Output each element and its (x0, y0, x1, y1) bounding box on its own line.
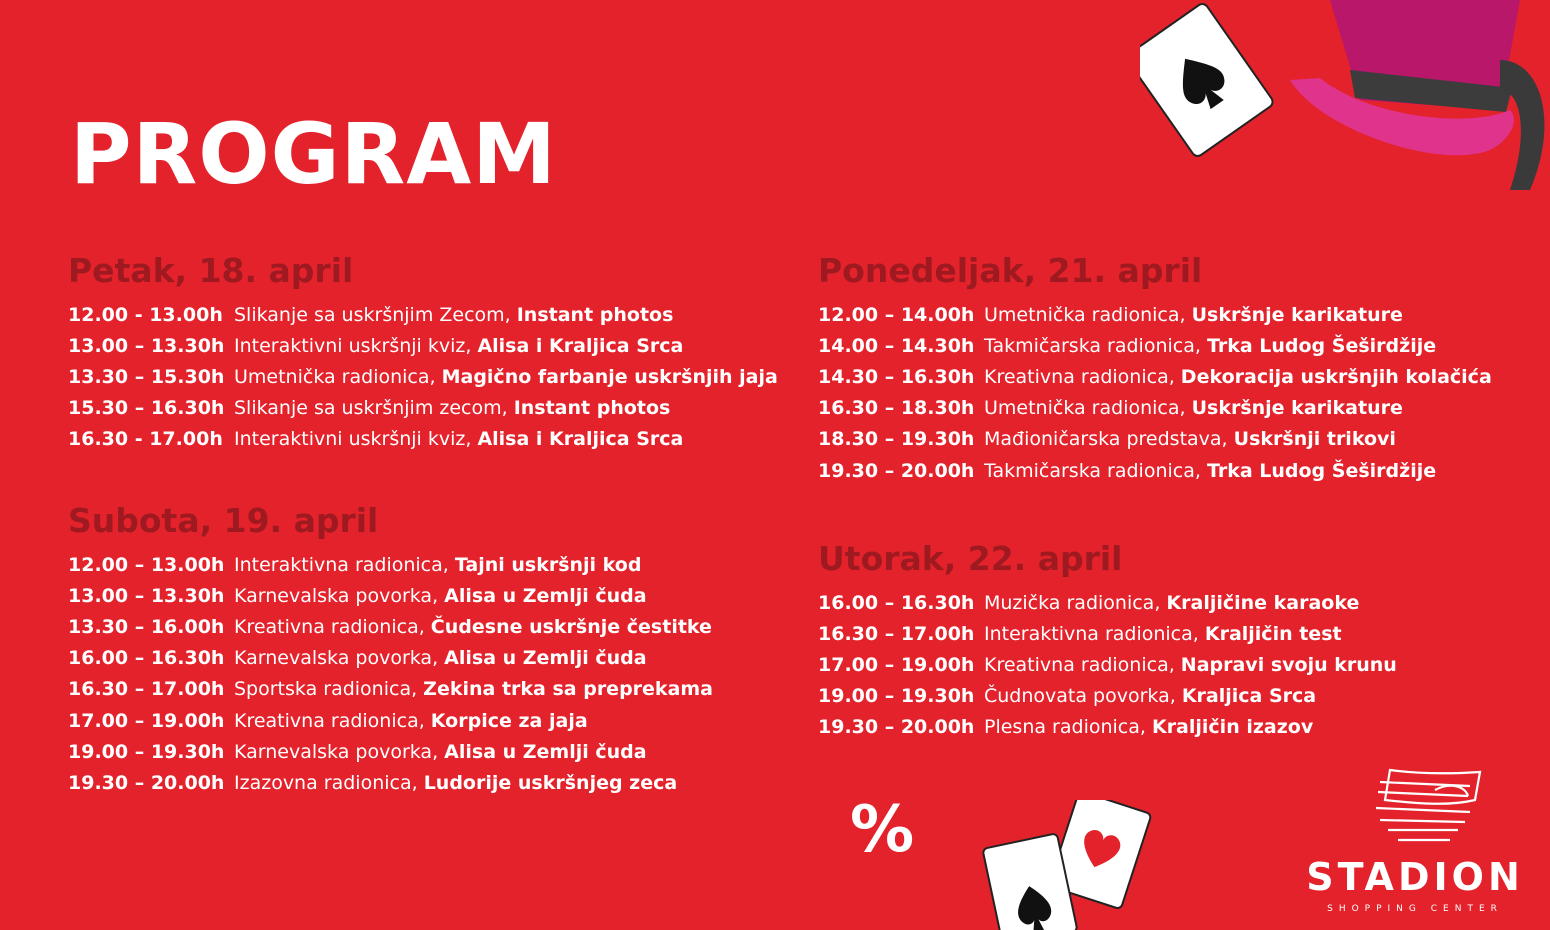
activity-description (234, 772, 677, 794)
activity-description (234, 647, 647, 669)
activity-title: Alisa i Kraljica Srca (477, 428, 684, 451)
activity-type: Slikanje sa uskršnjim Zecom, (234, 303, 517, 326)
activity-type: Umetnička radionica, (234, 365, 442, 388)
activity-type: Takmičarska radionica, (984, 459, 1207, 482)
activity-title: Trka Ludog Šeširdžije (1206, 334, 1437, 357)
logo-wordmark: STADION (1306, 855, 1524, 899)
activity-title: Uskršnji trikovi (1233, 428, 1396, 451)
activity-type: Kreativna radionica, (984, 365, 1181, 388)
schedule-row (818, 618, 1397, 649)
activity-title: Kraljičine karaoke (1166, 591, 1360, 614)
schedule-row (68, 424, 778, 455)
activity-description (234, 616, 712, 638)
activity-description (984, 716, 1313, 738)
activity-title: Korpice za jaja (430, 709, 588, 732)
time-range: 18.30 – 19.30h (818, 428, 975, 451)
activity-title: Ludorije uskršnjeg zeca (423, 771, 678, 794)
schedule-row (68, 767, 713, 798)
activity-title: Alisa u Zemlji čuda (444, 584, 647, 607)
activity-title: Alisa u Zemlji čuda (444, 647, 647, 670)
page-title: PROGRAM (70, 105, 557, 203)
schedule-row (68, 549, 713, 580)
day-heading: Subota, 19. april (68, 501, 379, 540)
cards-illustration (970, 800, 1170, 930)
schedule-row (818, 299, 1492, 330)
day-schedule (818, 251, 1492, 486)
time-range: 16.30 – 17.00h (68, 678, 225, 701)
time-range: 19.00 – 19.30h (818, 685, 975, 708)
activity-type: Plesna radionica, (984, 716, 1152, 739)
time-range: 16.30 – 18.30h (818, 397, 975, 420)
activity-description (234, 710, 588, 732)
schedule-rows (68, 299, 778, 455)
day-schedule (818, 539, 1397, 743)
time-range: 16.30 – 17.00h (818, 622, 975, 645)
time-range: 19.00 – 19.30h (68, 740, 225, 763)
activity-type: Sportska radionica, (234, 678, 424, 701)
time-range: 19.30 – 20.00h (68, 771, 225, 794)
activity-description (984, 397, 1403, 419)
activity-title: Kraljičin izazov (1151, 716, 1314, 739)
schedule-row (818, 681, 1397, 712)
activity-title: Čudesne uskršnje čestitke (430, 615, 712, 638)
activity-description (234, 428, 683, 450)
activity-type: Kreativna radionica, (234, 615, 431, 638)
schedule-row (68, 580, 713, 611)
activity-type: Interaktivni uskršnji kviz, (234, 334, 478, 357)
activity-type: Čudnovata povorka, (984, 685, 1182, 708)
stadium-logo-icon (1340, 760, 1490, 850)
day-schedule (68, 501, 714, 799)
activity-type: Kreativna radionica, (984, 653, 1181, 676)
activity-description (984, 592, 1359, 614)
activity-description (234, 554, 641, 576)
activity-title: Tajni uskršnji kod (454, 553, 642, 576)
schedule-row (818, 330, 1492, 361)
activity-title: Zekina trka sa preprekama (423, 678, 714, 701)
schedule-row (818, 649, 1397, 680)
time-range: 13.00 – 13.30h (68, 584, 225, 607)
schedule-row (818, 361, 1492, 392)
activity-description (234, 304, 673, 326)
day-schedule (68, 251, 778, 455)
activity-title: Magično farbanje uskršnjih jaja (441, 365, 778, 388)
schedule-row (68, 299, 778, 330)
activity-type: Izazovna radionica, (234, 771, 424, 794)
activity-description (984, 304, 1403, 326)
schedule-row (818, 455, 1492, 486)
activity-title: Uskršnje karikature (1191, 397, 1403, 420)
activity-description (234, 585, 647, 607)
schedule-rows (818, 299, 1492, 486)
time-range: 19.30 – 20.00h (818, 459, 975, 482)
activity-title: Dekoracija uskršnjih kolačića (1180, 365, 1492, 388)
schedule-rows (818, 587, 1397, 743)
schedule-row (68, 705, 713, 736)
activity-description (234, 397, 670, 419)
activity-description (234, 741, 647, 763)
day-heading: Utorak, 22. april (818, 539, 1123, 578)
activity-type: Kreativna radionica, (234, 709, 431, 732)
time-range: 14.00 – 14.30h (818, 334, 975, 357)
activity-description (984, 623, 1342, 645)
time-range: 13.00 – 13.30h (68, 334, 225, 357)
activity-title: Trka Ludog Šeširdžije (1206, 459, 1437, 482)
activity-type: Mađioničarska predstava, (984, 428, 1234, 451)
activity-type: Muzička radionica, (984, 591, 1167, 614)
activity-title: Uskršnje karikature (1191, 303, 1403, 326)
activity-title: Napravi svoju krunu (1180, 653, 1397, 676)
activity-description (984, 685, 1316, 707)
activity-title: Instant photos (513, 397, 671, 420)
time-range: 15.30 – 16.30h (68, 397, 225, 420)
schedule-row (818, 587, 1397, 618)
activity-description (984, 654, 1397, 676)
time-range: 12.00 – 14.00h (818, 303, 975, 326)
activity-type: Interaktivni uskršnji kviz, (234, 428, 478, 451)
activity-type: Umetnička radionica, (984, 303, 1192, 326)
schedule-rows (68, 549, 713, 799)
activity-type: Karnevalska povorka, (234, 740, 445, 763)
hat-and-card-illustration (1140, 0, 1550, 200)
schedule-row (818, 393, 1492, 424)
ace-of-spades-card-icon (1140, 2, 1275, 159)
day-heading: Petak, 18. april (68, 251, 354, 290)
activity-description (984, 335, 1436, 357)
schedule-row (68, 643, 713, 674)
time-range: 13.30 – 15.30h (68, 365, 225, 388)
percent-icon: % (850, 793, 915, 867)
schedule-row (818, 712, 1397, 743)
schedule-row (68, 330, 778, 361)
logo-tagline: SHOPPING CENTER (1327, 904, 1503, 914)
time-range: 19.30 – 20.00h (818, 716, 975, 739)
schedule-row (68, 674, 713, 705)
schedule-row (68, 611, 713, 642)
activity-title: Instant photos (516, 303, 674, 326)
time-range: 12.00 - 13.00h (68, 303, 223, 326)
time-range: 17.00 – 19.00h (68, 709, 225, 732)
activity-description (234, 335, 683, 357)
stadion-logo (1300, 760, 1530, 914)
time-range: 16.00 – 16.30h (818, 591, 975, 614)
activity-type: Slikanje sa uskršnjim zecom, (234, 397, 514, 420)
time-range: 16.30 - 17.00h (68, 428, 223, 451)
activity-description (234, 678, 713, 700)
activity-description (984, 428, 1396, 450)
activity-type: Takmičarska radionica, (984, 334, 1207, 357)
day-heading: Ponedeljak, 21. april (818, 251, 1203, 290)
activity-type: Karnevalska povorka, (234, 584, 445, 607)
top-hat-icon (1290, 0, 1544, 190)
activity-description (984, 460, 1436, 482)
activity-description (234, 366, 778, 388)
activity-type: Karnevalska povorka, (234, 647, 445, 670)
time-range: 14.30 – 16.30h (818, 365, 975, 388)
activity-type: Interaktivna radionica, (234, 553, 455, 576)
time-range: 17.00 – 19.00h (818, 653, 975, 676)
activity-title: Alisa u Zemlji čuda (444, 740, 647, 763)
time-range: 13.30 – 16.00h (68, 615, 225, 638)
schedule-row (68, 393, 778, 424)
time-range: 16.00 – 16.30h (68, 647, 225, 670)
activity-description (984, 366, 1492, 388)
activity-type: Interaktivna radionica, (984, 622, 1205, 645)
activity-type: Umetnička radionica, (984, 397, 1192, 420)
activity-title: Kraljica Srca (1181, 685, 1317, 708)
schedule-row (68, 361, 778, 392)
time-range: 12.00 – 13.00h (68, 553, 225, 576)
activity-title: Alisa i Kraljica Srca (477, 334, 684, 357)
activity-title: Kraljičin test (1204, 622, 1342, 645)
schedule-row (818, 424, 1492, 455)
schedule-row (68, 736, 713, 767)
